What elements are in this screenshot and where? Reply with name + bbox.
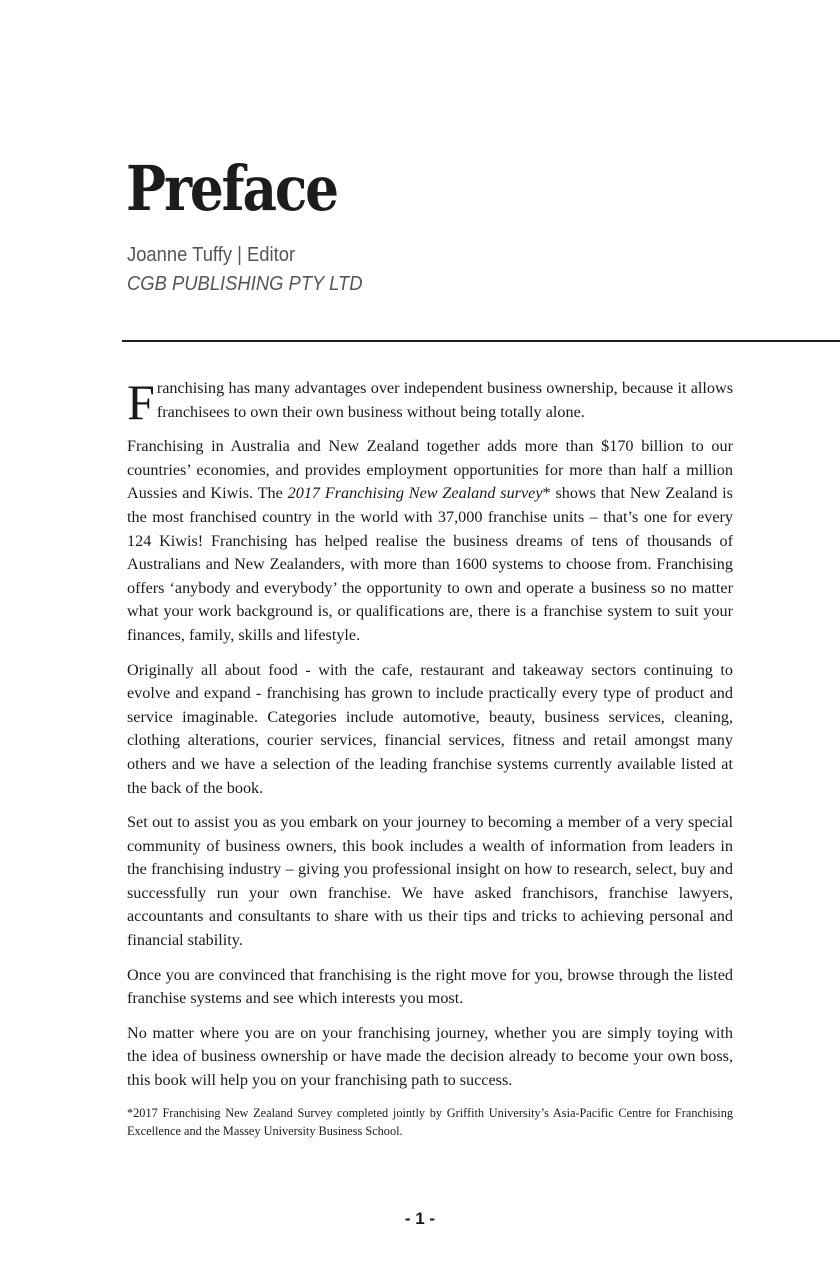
paragraph-statistics-start: Franchising in Australia and New Zealand together adds more than $170 billion to our countries’ economies, and provides employment opportunities for more than half a million Aussies and Kiwis. The — [127, 437, 733, 503]
publisher-name: CGB PUBLISHING PTY LTD — [127, 273, 363, 295]
page-number: - 1 - — [404, 1209, 436, 1228]
page-title: Preface — [126, 152, 337, 225]
paragraph-intro-text: ranchising has many advantages over independent business ownership, because it allows franchisees to own their own business without being totally alone. — [156, 379, 733, 421]
survey-title: 2017 Franchising New Zealand survey — [287, 484, 543, 503]
paragraph-categories: Originally all about food - with the cafe, restaurant and takeaway sectors continuing to evolve and expand - franchising has grown to include practically every type of product and service imaginable. Categories include automotive, beauty, business services, cleaning, clothing alterations, courier services, financial services, fitness and retail amongst many others and we have a selection of the leading franchise systems currently available listed at the back of the book. — [127, 660, 733, 797]
paragraph-book-purpose: Set out to assist you as you embark on your journey to becoming a member of a very special community of business owners, this book includes a wealth of information from leaders in the franchising industry – giving you professional insight on how to research, select, buy and successfully run your own franchise. We have asked franchisors, franchise lawyers, accountants and consultants to share with us their tips and tricks to achieving personal and financial stability. — [127, 813, 733, 950]
preface-body — [127, 374, 733, 1151]
author-line: Joanne Tuffy | Editor — [127, 244, 296, 266]
paragraph-statistics — [127, 435, 733, 647]
paragraph-browse: Once you are convinced that franchising is the right move for you, browse through the listed franchise systems and see which interests you most. — [127, 965, 733, 1008]
drop-cap: F — [127, 374, 155, 430]
footnote: *2017 Franchising New Zealand Survey completed jointly by Griffith University’s Asia-Pacific Centre for Franchising Excellence and the Massey University Business School. — [127, 1105, 733, 1138]
paragraph-statistics-end: * shows that New Zealand is the most franchised country in the world with 37,000 franchise units – that’s one for every 124 Kiwis! Franchising has helped realise the business dreams of tens of thousands of Australians and New Zealanders, with more than 1600 systems to choose from. Franchising offers ‘anybody and everybody’ the opportunity to own and operate a business so no matter what your work background is, or qualifications are, there is a franchise system to suit your finances, family, skills and lifestyle. — [127, 484, 733, 644]
paragraph-intro — [127, 374, 733, 430]
header-divider — [122, 340, 840, 342]
paragraph-closing: No matter where you are on your franchising journey, whether you are simply toying with the idea of business ownership or have made the decision already to become your own boss, this book will help you on your franchising path to success. — [127, 1023, 733, 1090]
